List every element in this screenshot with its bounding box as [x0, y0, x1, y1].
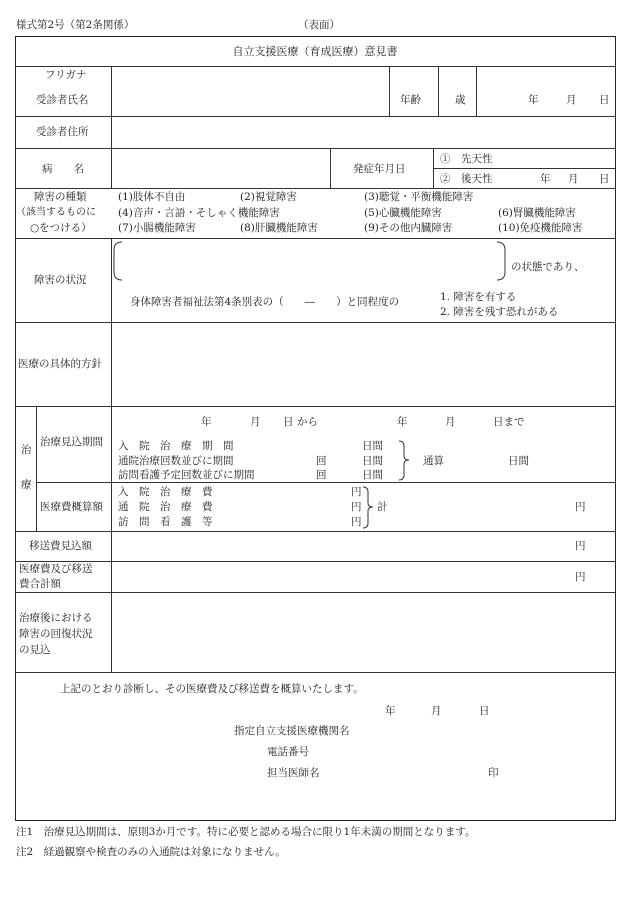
phone-label: 電話番号 — [267, 746, 309, 758]
combined-total-field[interactable] — [112, 562, 614, 591]
outpatient-cost-unit: 円 — [351, 501, 362, 513]
patient-name-field[interactable] — [112, 67, 388, 115]
inpatient-days-unit: 日間 — [362, 440, 383, 452]
address-label: 受診者住所 — [36, 126, 89, 138]
age-label: 年齢 — [400, 94, 421, 106]
disability-option[interactable]: (2)視覚障害 — [240, 191, 297, 203]
outpatient-period-label: 通院治療回数並びに期間 — [118, 455, 234, 467]
inpatient-cost-unit: 円 — [351, 486, 362, 498]
front-side-label: （表面） — [298, 19, 340, 31]
age-unit: 歳 — [455, 94, 466, 106]
disability-type-label: ○をつける） — [30, 222, 92, 234]
transport-cost-unit: 円 — [575, 540, 586, 552]
acquired-option[interactable]: ② 後天性 — [440, 173, 493, 185]
period-to-year: 年 — [397, 416, 408, 428]
recovery-outlook-label: 治療後における — [19, 612, 93, 624]
patient-name-label: 受診者氏名 — [36, 94, 89, 106]
status-option-1[interactable]: 1. 障害を有する — [440, 291, 517, 303]
form-number: 様式第2号（第2条関係） — [16, 19, 135, 31]
home-nursing-count-unit: 回 — [316, 469, 327, 481]
onset-month-unit: 月 — [568, 173, 579, 185]
treatment-policy-field[interactable] — [112, 323, 614, 405]
congenital-option[interactable]: ① 先天性 — [440, 153, 493, 165]
furigana-label: フリガナ — [45, 69, 87, 81]
recovery-outlook-field[interactable] — [112, 593, 614, 671]
onset-date-label: 発症年月日 — [353, 163, 406, 175]
cost-total-label: 計 — [377, 501, 388, 513]
disability-option[interactable]: (5)心臓機能障害 — [364, 207, 442, 219]
total-days-unit: 日間 — [508, 455, 529, 467]
age-field[interactable] — [439, 67, 475, 115]
outpatient-days-unit: 日間 — [362, 455, 383, 467]
onset-day-unit: 日 — [599, 173, 610, 185]
declaration-year: 年 — [385, 705, 396, 717]
disability-option[interactable]: (3)聴覚・平衡機能障害 — [364, 191, 474, 203]
combined-total-label: 費合計額 — [19, 578, 61, 590]
onset-year-unit: 年 — [540, 173, 551, 185]
birth-month-unit: 月 — [566, 94, 577, 106]
transport-cost-label: 移送費見込額 — [29, 540, 92, 552]
home-nursing-cost-unit: 円 — [351, 516, 362, 528]
period-from-month: 月 — [250, 416, 261, 428]
period-brace — [398, 440, 412, 482]
disability-status-field[interactable] — [124, 244, 504, 280]
recovery-outlook-label: 障害の回復状況 — [19, 628, 93, 640]
treatment-policy-label: 医療の具体的方針 — [18, 358, 102, 370]
outpatient-cost-label: 通 院 治 療 費 — [118, 501, 213, 513]
total-period-label: 通算 — [423, 455, 444, 467]
recovery-outlook-label: の見込 — [19, 644, 51, 656]
disability-option[interactable]: (4)音声・言語・そしゃく機能障害 — [118, 207, 280, 219]
disability-option[interactable]: (10)免疫機能障害 — [498, 222, 583, 234]
home-nursing-days-unit: 日間 — [362, 469, 383, 481]
status-option-2[interactable]: 2. 障害を残す恐れがある — [440, 306, 559, 318]
disability-type-label: （該当するものに — [16, 207, 96, 218]
cost-total-unit: 円 — [575, 501, 586, 513]
declaration-day: 日 — [479, 705, 490, 717]
institution-label: 指定自立支援医療機関名 — [234, 725, 350, 737]
home-nursing-cost-label: 訪 問 看 護 等 — [118, 516, 213, 528]
inpatient-period-label: 入 院 治 療 期 間 — [118, 440, 234, 452]
combined-total-label: 医療費及び移送 — [19, 563, 93, 575]
disability-type-label: 障害の種類 — [34, 191, 87, 203]
law-reference-text: 身体障害者福祉法第4条別表の（ ― ）と同程度の — [130, 296, 400, 308]
status-suffix: の状態であり、 — [511, 261, 585, 273]
disability-option[interactable]: (6)腎臓機能障害 — [498, 207, 576, 219]
disease-field[interactable] — [112, 149, 329, 187]
declaration-month: 月 — [431, 705, 442, 717]
disability-option[interactable]: (9)その他内臓障害 — [364, 222, 453, 234]
cost-estimate-label: 医療費概算額 — [40, 501, 103, 513]
declaration-text: 上記のとおり診断し、その医療費及び移送費を概算いたします。 — [60, 683, 364, 695]
disability-status-label: 障害の状況 — [34, 274, 87, 286]
period-to-day: 日まで — [493, 416, 525, 428]
footnote: 注2 経過観察や検査のみの入通院は対象になりません。 — [16, 846, 286, 858]
inpatient-cost-label: 入 院 治 療 費 — [118, 486, 213, 498]
seal-mark: 印 — [488, 767, 499, 779]
period-from-day: 日 から — [283, 416, 318, 428]
period-to-month: 月 — [445, 416, 456, 428]
combined-total-unit: 円 — [575, 571, 586, 583]
birth-year-unit: 年 — [528, 94, 539, 106]
cost-brace — [362, 486, 376, 530]
birth-day-unit: 日 — [599, 94, 610, 106]
address-field[interactable] — [112, 117, 614, 147]
period-from-year: 年 — [201, 416, 212, 428]
transport-cost-field[interactable] — [112, 532, 614, 560]
treatment-side-label: 療 — [21, 479, 32, 491]
form-title: 自立支援医療（育成医療）意見書 — [232, 45, 398, 58]
treatment-side-label: 治 — [21, 444, 32, 456]
disability-option[interactable]: (1)肢体不自由 — [118, 191, 186, 203]
outpatient-count-unit: 回 — [316, 455, 327, 467]
footnote: 注1 治療見込期間は、原則3か月です。特に必要と認める場合に限り1年未満の期間となります。 — [16, 826, 476, 838]
treatment-period-label: 治療見込期間 — [40, 436, 103, 448]
doctor-name-label: 担当医師名 — [267, 767, 320, 779]
disease-label: 病 名 — [42, 163, 84, 175]
disability-option[interactable]: (8)肝臓機能障害 — [240, 222, 318, 234]
home-nursing-period-label: 訪問看護予定回数並びに期間 — [118, 469, 255, 481]
birth-date-field[interactable] — [477, 67, 614, 115]
disability-option[interactable]: (7)小腸機能障害 — [118, 222, 196, 234]
